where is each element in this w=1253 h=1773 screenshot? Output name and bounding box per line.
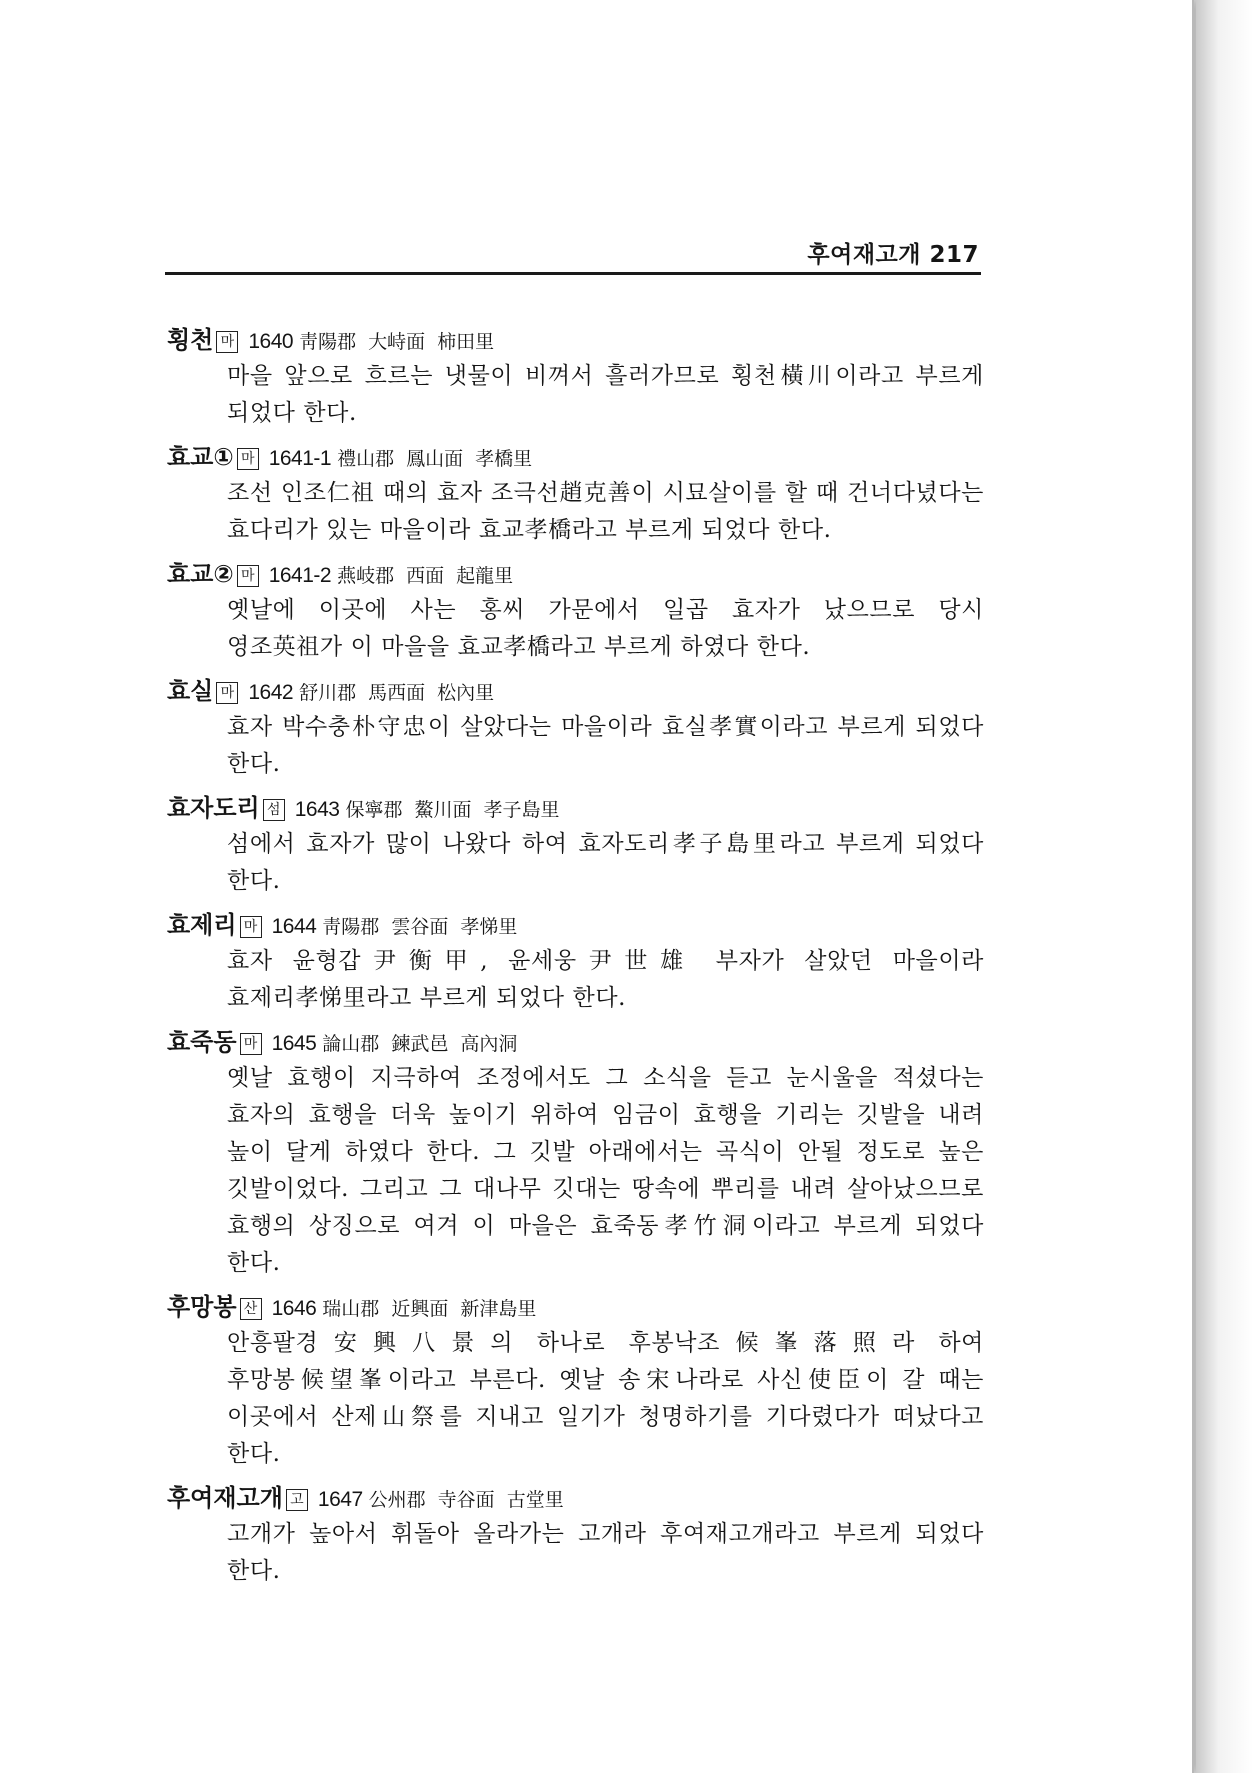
entry-place: 燕岐郡 西面 起龍里 <box>337 565 514 587</box>
entry-list <box>167 322 987 1597</box>
entry-description: 마을 앞으로 흐르는 냇물이 비껴서 흘러가므로 횡천橫川이라고 부르게 되었다 한다. <box>227 363 984 426</box>
entry-place: 靑陽郡 大峙面 柿田里 <box>299 331 495 353</box>
entry-head <box>167 673 987 709</box>
entry-number: 1647 <box>317 1488 363 1511</box>
entry-place: 公州郡 寺谷面 古堂里 <box>368 1489 564 1511</box>
entry-category-tag: 섬 <box>263 799 285 821</box>
entry <box>167 1289 987 1473</box>
entry-number: 1641-2 <box>268 564 332 587</box>
entry <box>167 1024 987 1282</box>
entry-title: 횡천 <box>167 326 214 354</box>
entry-category-tag: 산 <box>240 1298 262 1320</box>
entry-title: 효실 <box>167 677 214 705</box>
entry-head <box>167 1480 987 1516</box>
entry-title: 후망봉 <box>167 1293 237 1321</box>
entry-description: 효자 박수충朴守忠이 살았다는 마을이라 효실孝實이라고 부르게 되었다 한다. <box>227 714 984 777</box>
entry-title: 후여재고개 <box>167 1484 283 1512</box>
entry-head <box>167 439 987 475</box>
entry-place: 瑞山郡 近興面 新津島里 <box>322 1298 537 1320</box>
entry-title: 효교① <box>167 443 234 471</box>
running-title: 후여재고개 217 <box>807 242 979 268</box>
entry <box>167 673 987 783</box>
entry-place: 舒川郡 馬西面 松內里 <box>299 682 495 704</box>
entry <box>167 322 987 432</box>
entry-place: 保寧郡 鰲川面 孝子島里 <box>345 799 560 821</box>
entry-number: 1643 <box>294 798 340 821</box>
entry <box>167 1480 987 1590</box>
entry-number: 1645 <box>271 1032 317 1055</box>
entry-head <box>167 790 987 826</box>
entry-category-tag: 마 <box>216 331 238 353</box>
entry-number: 1646 <box>271 1297 317 1320</box>
entry-category-tag: 마 <box>240 916 262 938</box>
entry-category-tag: 마 <box>237 565 259 587</box>
entry-place: 禮山郡 鳳山面 孝橋里 <box>337 448 533 470</box>
entry-description: 섬에서 효자가 많이 나왔다 하여 효자도리孝子島里라고 부르게 되었다 한다. <box>227 831 984 894</box>
entry-number: 1642 <box>248 681 294 704</box>
entry-title: 효자도리 <box>167 794 260 822</box>
entry-category-tag: 마 <box>240 1033 262 1055</box>
entry <box>167 439 987 549</box>
entry-category-tag: 마 <box>216 682 238 704</box>
entry <box>167 790 987 900</box>
entry-head <box>167 322 987 358</box>
entry-head <box>167 556 987 592</box>
entry-title: 효교② <box>167 560 234 588</box>
entry <box>167 556 987 666</box>
entry-description: 안흥팔경安興八景의 하나로 후봉낙조候峯落照라 하여 후망봉候望峯이라고 부른다. 옛날 송宋나라로 사신使臣이 갈 때는 이곳에서 산제山祭를 지내고 일기가 청명하기를 기다렸다가 떠났다고 한다. <box>227 1330 984 1467</box>
entry-title: 효제리 <box>167 911 237 939</box>
entry-head <box>167 1289 987 1325</box>
entry-category-tag: 고 <box>286 1489 308 1511</box>
entry-number: 1641-1 <box>268 447 332 470</box>
entry-description: 조선 인조仁祖 때의 효자 조극선趙克善이 시묘살이를 할 때 건너다녔다는 효다리가 있는 마을이라 효교孝橋라고 부르게 되었다 한다. <box>227 480 984 543</box>
entry-place: 靑陽郡 雲谷面 孝悌里 <box>322 916 518 938</box>
entry-description: 고개가 높아서 휘돌아 올라가는 고개라 후여재고개라고 부르게 되었다 한다. <box>227 1521 984 1584</box>
page-edge-shadow <box>1196 0 1253 1773</box>
entry <box>167 907 987 1017</box>
entry-head <box>167 1024 987 1060</box>
entry-title: 효죽동 <box>167 1028 237 1056</box>
entry-description: 옛날에 이곳에 사는 홍씨 가문에서 일곱 효자가 났으므로 당시 영조英祖가 이 마을을 효교孝橋라고 부르게 하였다 한다. <box>227 597 984 660</box>
entry-head <box>167 907 987 943</box>
entry-place: 論山郡 鍊武邑 高內洞 <box>322 1033 518 1055</box>
running-header <box>165 232 981 275</box>
entry-description: 옛날 효행이 지극하여 조정에서도 그 소식을 듣고 눈시울을 적셨다는 효자의 효행을 더욱 높이기 위하여 임금이 효행을 기리는 깃발을 내려 높이 달게 하였다 한다. 그 깃발 아래에서는 곡식이 안될 정도로 높은 깃발이었다. 그리고 그 대나무 깃대는 땅속에 뿌리를 내려 살아났으므로 효행의 상징으로 여겨 이 마을은 효죽동孝竹洞이라고 부르게 되었다 한다. <box>227 1065 984 1276</box>
entry-number: 1640 <box>248 330 294 353</box>
entry-number: 1644 <box>271 915 317 938</box>
entry-category-tag: 마 <box>237 448 259 470</box>
entry-description: 효자 윤형갑尹衡甲, 윤세웅尹世雄 부자가 살았던 마을이라 효제리孝悌里라고 부르게 되었다 한다. <box>227 948 984 1011</box>
